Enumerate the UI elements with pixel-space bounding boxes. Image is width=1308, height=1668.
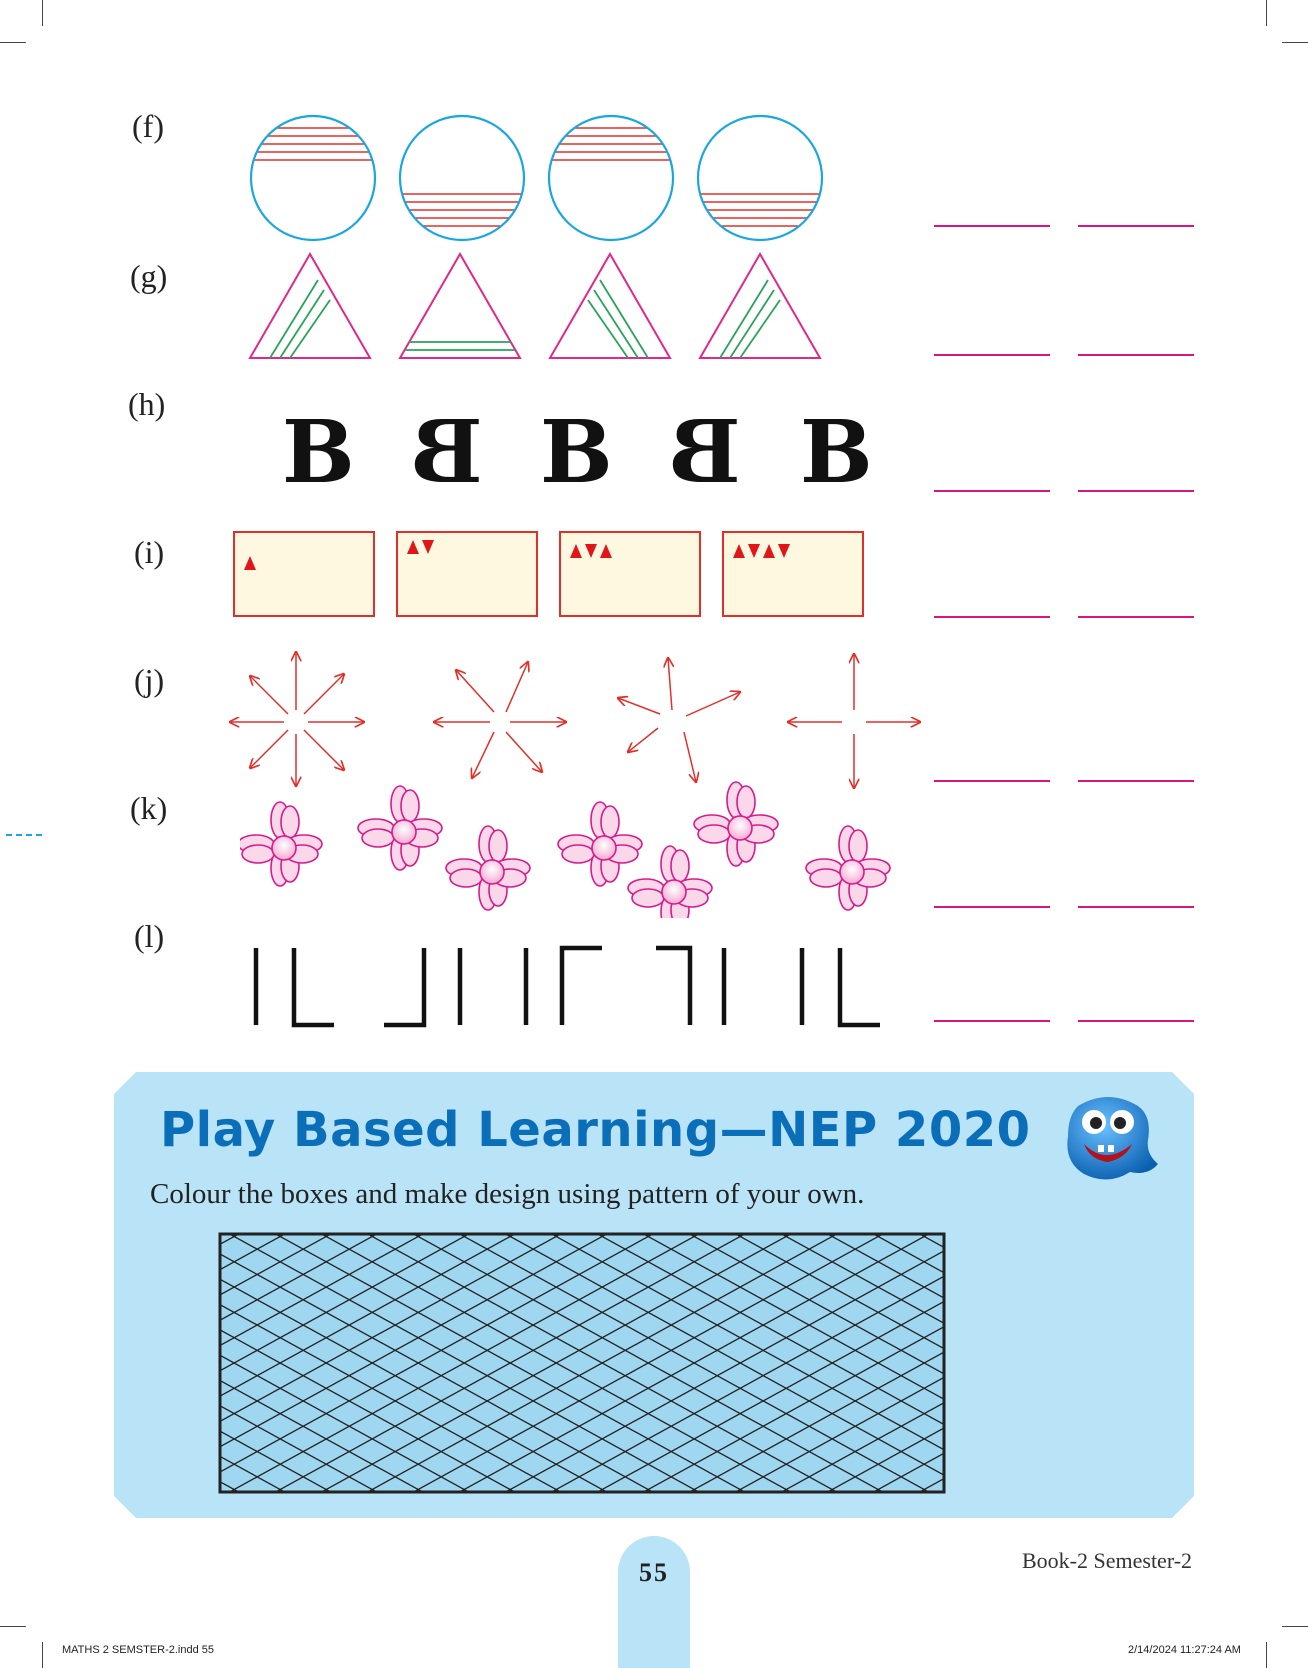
triangle-shape — [700, 254, 820, 358]
answer-blank[interactable] — [1078, 354, 1194, 356]
flower-icon — [694, 782, 778, 866]
circle-shape — [251, 116, 375, 240]
flower-icon — [558, 802, 642, 886]
page-number-tab — [618, 1536, 690, 1668]
circle-shape — [549, 116, 673, 240]
row-label-k: (k) — [130, 790, 168, 826]
flower-icon — [240, 802, 322, 886]
striped-circles-pattern — [240, 108, 840, 248]
colouring-grid[interactable] — [218, 1232, 946, 1494]
letter-b-mirrored: B — [410, 402, 483, 503]
row-label-f: (f) — [132, 108, 164, 144]
crop-mark — [42, 0, 43, 26]
crop-mark — [1282, 42, 1308, 43]
answer-blank[interactable] — [1078, 1020, 1194, 1022]
flower-icon — [628, 846, 712, 918]
answer-blank[interactable] — [1078, 225, 1194, 227]
answer-blank[interactable] — [934, 780, 1050, 782]
crop-mark — [1266, 0, 1267, 26]
answer-blank[interactable] — [934, 616, 1050, 618]
row-label-i: (i) — [134, 534, 165, 570]
answer-blank[interactable] — [934, 490, 1050, 492]
panel-title: Play Based Learning—NEP 2020 — [160, 1102, 1031, 1158]
answer-blank[interactable] — [1078, 780, 1194, 782]
crop-mark — [42, 1642, 43, 1668]
registration-dashes — [6, 834, 42, 836]
crop-mark — [0, 42, 26, 43]
triangle-shape — [250, 254, 370, 358]
answer-blank[interactable] — [934, 354, 1050, 356]
crop-mark — [1266, 1642, 1267, 1668]
pattern-box — [560, 532, 700, 616]
file-slug: MATHS 2 SEMSTER-2.indd 55 — [62, 1644, 215, 1656]
letter-b: B — [800, 402, 873, 503]
circle-shape — [400, 116, 524, 240]
flowers-pattern — [240, 778, 900, 918]
triangle-boxes-pattern — [232, 530, 866, 620]
row-label-g: (g) — [130, 258, 168, 294]
flower-icon — [806, 826, 890, 910]
line-pattern — [240, 940, 890, 1030]
answer-blank[interactable] — [1078, 906, 1194, 908]
row-label-j: (j) — [134, 662, 165, 698]
circle-shape — [698, 116, 822, 240]
answer-blank[interactable] — [1078, 616, 1194, 618]
letter-b: B — [540, 402, 613, 503]
row-label-l: (l) — [134, 918, 165, 954]
pattern-box — [234, 532, 374, 616]
answer-blank[interactable] — [1078, 490, 1194, 492]
row-label-h: (h) — [128, 386, 166, 422]
book-label: Book-2 Semester-2 — [1022, 1548, 1193, 1573]
letter-b-mirrored: B — [668, 402, 741, 503]
timestamp-slug: 2/14/2024 11:27:24 AM — [1128, 1644, 1241, 1656]
triangle-shape — [550, 254, 670, 358]
answer-blank[interactable] — [934, 906, 1050, 908]
pattern-box — [397, 532, 537, 616]
flower-icon — [446, 826, 530, 910]
crop-mark — [1282, 1626, 1308, 1627]
panel-instruction: Colour the boxes and make design using pattern of your own. — [150, 1178, 865, 1210]
striped-triangles-pattern — [248, 250, 828, 362]
blue-mascot-icon — [1060, 1092, 1166, 1188]
answer-blank[interactable] — [934, 1020, 1050, 1022]
page-number: 55 — [639, 1558, 669, 1587]
pattern-box — [723, 532, 863, 616]
arrow-stars-pattern — [226, 648, 926, 794]
crop-mark — [0, 1626, 26, 1627]
letter-b: B — [282, 402, 355, 503]
flower-icon — [358, 786, 442, 870]
answer-blank[interactable] — [934, 225, 1050, 227]
